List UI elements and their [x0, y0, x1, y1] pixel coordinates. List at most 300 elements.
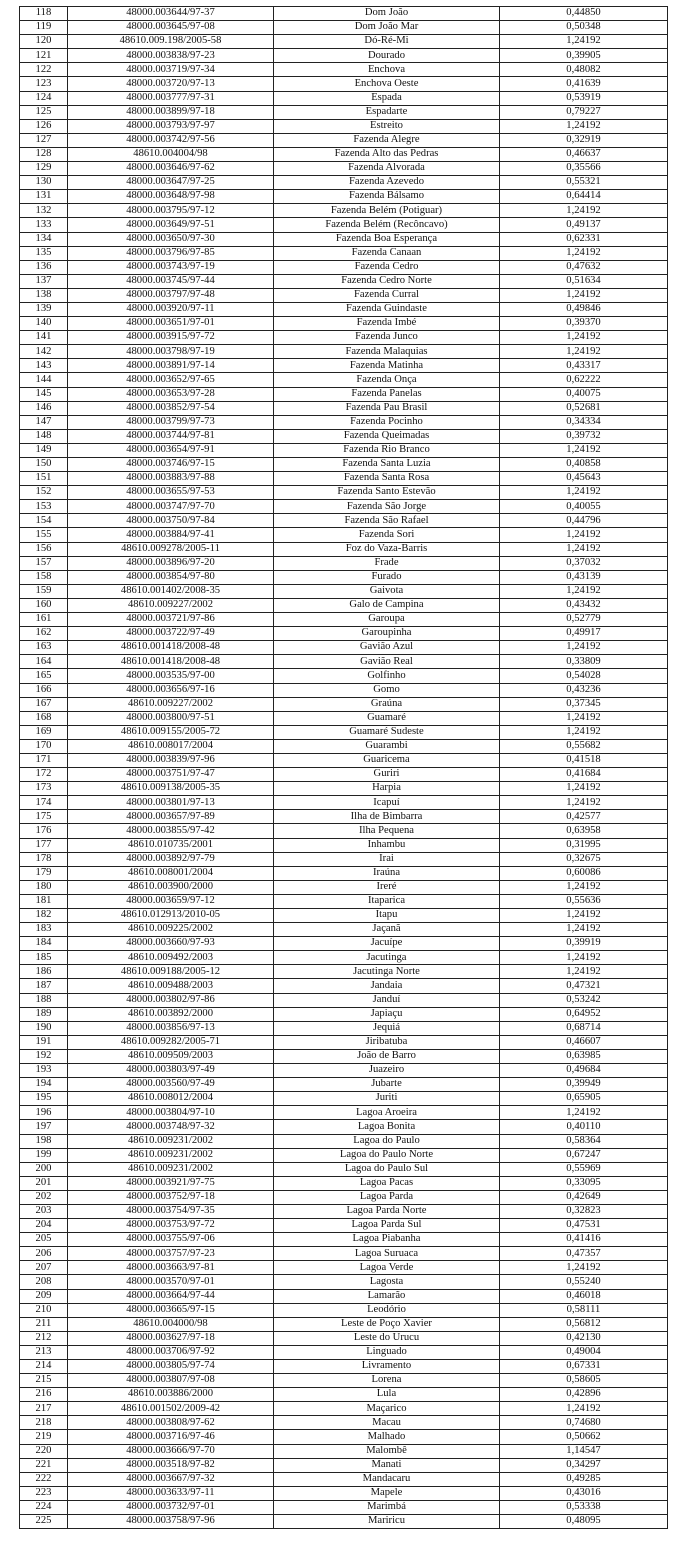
field-name-cell: Fazenda Pau Brasil	[274, 401, 500, 415]
field-name-cell: Ilha Pequena	[274, 824, 500, 838]
row-number-cell: 122	[20, 63, 68, 77]
row-number-cell: 131	[20, 190, 68, 204]
row-number-cell: 165	[20, 669, 68, 683]
value-cell: 0,49846	[500, 302, 668, 316]
process-number-cell: 48000.003920/97-11	[68, 302, 274, 316]
process-number-cell: 48000.003839/97-96	[68, 753, 274, 767]
field-name-cell: Lagoa Pacas	[274, 1176, 500, 1190]
row-number-cell: 161	[20, 613, 68, 627]
table-row	[20, 176, 668, 190]
process-number-cell: 48000.003746/97-15	[68, 458, 274, 472]
value-cell: 1,24192	[500, 119, 668, 133]
process-number-cell: 48000.003706/97-92	[68, 1345, 274, 1359]
field-name-cell: Jacuípe	[274, 937, 500, 951]
table-row	[20, 345, 668, 359]
process-number-cell: 48610.001418/2008-48	[68, 655, 274, 669]
value-cell: 0,67247	[500, 1148, 668, 1162]
table-row	[20, 1444, 668, 1458]
field-name-cell: Irai	[274, 852, 500, 866]
process-number-cell: 48610.001402/2008-35	[68, 584, 274, 598]
value-cell: 0,47357	[500, 1247, 668, 1261]
table-row	[20, 246, 668, 260]
row-number-cell: 162	[20, 627, 68, 641]
table-row	[20, 697, 668, 711]
table-row	[20, 542, 668, 556]
process-number-cell: 48000.003797/97-48	[68, 288, 274, 302]
process-number-cell: 48000.003884/97-41	[68, 528, 274, 542]
table-row	[20, 1416, 668, 1430]
table-row	[20, 796, 668, 810]
process-number-cell: 48610.009225/2002	[68, 923, 274, 937]
table-row	[20, 1317, 668, 1331]
field-name-cell: Itapu	[274, 909, 500, 923]
value-cell: 0,55636	[500, 894, 668, 908]
row-number-cell: 171	[20, 753, 68, 767]
process-number-cell: 48000.003855/97-42	[68, 824, 274, 838]
process-number-cell: 48000.003896/97-20	[68, 556, 274, 570]
value-cell: 0,33095	[500, 1176, 668, 1190]
table-row	[20, 1190, 668, 1204]
process-number-cell: 48610.003892/2000	[68, 1007, 274, 1021]
field-name-cell: Fazenda Malaquias	[274, 345, 500, 359]
value-cell: 0,41416	[500, 1233, 668, 1247]
field-name-cell: Marimbá	[274, 1500, 500, 1514]
table-row	[20, 993, 668, 1007]
table-row	[20, 302, 668, 316]
row-number-cell: 222	[20, 1472, 68, 1486]
value-cell: 0,58111	[500, 1303, 668, 1317]
value-cell: 0,53338	[500, 1500, 668, 1514]
table-row	[20, 1106, 668, 1120]
field-name-cell: Lagosta	[274, 1275, 500, 1289]
process-number-cell: 48610.001418/2008-48	[68, 641, 274, 655]
value-cell: 0,34334	[500, 415, 668, 429]
row-number-cell: 191	[20, 1035, 68, 1049]
table-row	[20, 429, 668, 443]
field-name-cell: Fazenda São Jorge	[274, 500, 500, 514]
table-row	[20, 387, 668, 401]
field-name-cell: Guriri	[274, 768, 500, 782]
value-cell: 1,24192	[500, 951, 668, 965]
process-number-cell: 48000.003570/97-01	[68, 1275, 274, 1289]
table-row	[20, 204, 668, 218]
field-name-cell: Lagoa do Paulo	[274, 1134, 500, 1148]
process-number-cell: 48610.003900/2000	[68, 880, 274, 894]
row-number-cell: 145	[20, 387, 68, 401]
process-number-cell: 48610.008017/2004	[68, 739, 274, 753]
table-row	[20, 923, 668, 937]
process-number-cell: 48000.003856/97-13	[68, 1021, 274, 1035]
table-row	[20, 1064, 668, 1078]
row-number-cell: 127	[20, 133, 68, 147]
table-row	[20, 458, 668, 472]
field-name-cell: Fazenda Canaan	[274, 246, 500, 260]
row-number-cell: 220	[20, 1444, 68, 1458]
table-row	[20, 1402, 668, 1416]
row-number-cell: 135	[20, 246, 68, 260]
field-name-cell: Enchova	[274, 63, 500, 77]
row-number-cell: 133	[20, 218, 68, 232]
row-number-cell: 156	[20, 542, 68, 556]
table-row	[20, 1388, 668, 1402]
row-number-cell: 195	[20, 1092, 68, 1106]
row-number-cell: 159	[20, 584, 68, 598]
value-cell: 0,37032	[500, 556, 668, 570]
value-cell: 1,24192	[500, 331, 668, 345]
field-name-cell: Lula	[274, 1388, 500, 1402]
table-row	[20, 401, 668, 415]
row-number-cell: 172	[20, 768, 68, 782]
row-number-cell: 210	[20, 1303, 68, 1317]
row-number-cell: 177	[20, 838, 68, 852]
process-number-cell: 48000.003892/97-79	[68, 852, 274, 866]
table-row	[20, 1233, 668, 1247]
process-number-cell: 48610.010735/2001	[68, 838, 274, 852]
value-cell: 0,49137	[500, 218, 668, 232]
field-name-cell: Harpia	[274, 782, 500, 796]
row-number-cell: 183	[20, 923, 68, 937]
value-cell: 0,55969	[500, 1162, 668, 1176]
value-cell: 0,52779	[500, 613, 668, 627]
value-cell: 1,24192	[500, 35, 668, 49]
process-number-cell: 48000.003560/97-49	[68, 1078, 274, 1092]
value-cell: 0,50348	[500, 21, 668, 35]
value-cell: 0,31995	[500, 838, 668, 852]
table-row	[20, 1275, 668, 1289]
value-cell: 1,24192	[500, 486, 668, 500]
field-name-cell: João de Barro	[274, 1049, 500, 1063]
field-name-cell: Jaçanã	[274, 923, 500, 937]
field-name-cell: Garoupa	[274, 613, 500, 627]
table-row	[20, 824, 668, 838]
row-number-cell: 130	[20, 176, 68, 190]
process-number-cell: 48000.003747/97-70	[68, 500, 274, 514]
process-number-cell: 48000.003883/97-88	[68, 472, 274, 486]
field-name-cell: Janduí	[274, 993, 500, 1007]
value-cell: 1,24192	[500, 584, 668, 598]
field-name-cell: Lagoa Suruaca	[274, 1247, 500, 1261]
value-cell: 0,40075	[500, 387, 668, 401]
row-number-cell: 132	[20, 204, 68, 218]
process-number-cell: 48000.003649/97-51	[68, 218, 274, 232]
value-cell: 0,54028	[500, 669, 668, 683]
table-row	[20, 725, 668, 739]
field-name-cell: Jiribatuba	[274, 1035, 500, 1049]
field-name-cell: Fazenda Alto das Pedras	[274, 147, 500, 161]
field-name-cell: Garoupinha	[274, 627, 500, 641]
field-name-cell: Fazenda Panelas	[274, 387, 500, 401]
value-cell: 0,47531	[500, 1219, 668, 1233]
field-name-cell: Graúna	[274, 697, 500, 711]
process-number-cell: 48000.003800/97-51	[68, 711, 274, 725]
row-number-cell: 212	[20, 1331, 68, 1345]
process-number-cell: 48000.003667/97-32	[68, 1472, 274, 1486]
table-row	[20, 866, 668, 880]
value-cell: 0,47632	[500, 260, 668, 274]
field-name-cell: Malhado	[274, 1430, 500, 1444]
process-number-cell: 48000.003653/97-28	[68, 387, 274, 401]
value-cell: 0,42896	[500, 1388, 668, 1402]
value-cell: 1,24192	[500, 204, 668, 218]
process-number-cell: 48000.003664/97-44	[68, 1289, 274, 1303]
table-row	[20, 21, 668, 35]
table-row	[20, 768, 668, 782]
row-number-cell: 169	[20, 725, 68, 739]
value-cell: 1,24192	[500, 246, 668, 260]
value-cell: 0,62222	[500, 373, 668, 387]
value-cell: 0,65905	[500, 1092, 668, 1106]
row-number-cell: 221	[20, 1458, 68, 1472]
value-cell: 0,43317	[500, 359, 668, 373]
value-cell: 0,47321	[500, 979, 668, 993]
table-row	[20, 91, 668, 105]
table-row	[20, 556, 668, 570]
table-row	[20, 1374, 668, 1388]
table-row	[20, 162, 668, 176]
value-cell: 0,43139	[500, 570, 668, 584]
field-name-cell: Fazenda Imbé	[274, 317, 500, 331]
table-row	[20, 1303, 668, 1317]
value-cell: 0,58364	[500, 1134, 668, 1148]
table-row	[20, 1500, 668, 1514]
table-row	[20, 147, 668, 161]
value-cell: 1,24192	[500, 711, 668, 725]
process-number-cell: 48000.003645/97-08	[68, 21, 274, 35]
table-row	[20, 683, 668, 697]
row-number-cell: 158	[20, 570, 68, 584]
table-row	[20, 1345, 668, 1359]
field-name-cell: Fazenda Junco	[274, 331, 500, 345]
process-number-cell: 48000.003633/97-11	[68, 1486, 274, 1500]
process-number-cell: 48610.009227/2002	[68, 697, 274, 711]
field-name-cell: Dó-Ré-Mi	[274, 35, 500, 49]
value-cell: 0,79227	[500, 105, 668, 119]
field-name-cell: Macau	[274, 1416, 500, 1430]
process-number-cell: 48000.003795/97-12	[68, 204, 274, 218]
process-number-cell: 48000.003751/97-47	[68, 768, 274, 782]
row-number-cell: 163	[20, 641, 68, 655]
field-name-cell: Lagoa do Paulo Norte	[274, 1148, 500, 1162]
value-cell: 0,67331	[500, 1360, 668, 1374]
process-number-cell: 48000.003732/97-01	[68, 1500, 274, 1514]
row-number-cell: 184	[20, 937, 68, 951]
value-cell: 0,42577	[500, 810, 668, 824]
process-number-cell: 48000.003757/97-23	[68, 1247, 274, 1261]
field-name-cell: Gavião Real	[274, 655, 500, 669]
process-number-cell: 48000.003854/97-80	[68, 570, 274, 584]
row-number-cell: 208	[20, 1275, 68, 1289]
value-cell: 0,55240	[500, 1275, 668, 1289]
process-number-cell: 48610.009488/2003	[68, 979, 274, 993]
field-name-cell: Galo de Campina	[274, 598, 500, 612]
process-number-cell: 48610.004004/98	[68, 147, 274, 161]
process-number-cell: 48000.003659/97-12	[68, 894, 274, 908]
row-number-cell: 152	[20, 486, 68, 500]
value-cell: 0,39905	[500, 49, 668, 63]
field-name-cell: Inhambu	[274, 838, 500, 852]
process-number-cell: 48000.003744/97-81	[68, 429, 274, 443]
value-cell: 1,24192	[500, 528, 668, 542]
process-number-cell: 48610.009492/2003	[68, 951, 274, 965]
row-number-cell: 187	[20, 979, 68, 993]
field-name-cell: Leste de Poço Xavier	[274, 1317, 500, 1331]
row-number-cell: 176	[20, 824, 68, 838]
process-number-cell: 48000.003518/97-82	[68, 1458, 274, 1472]
field-name-cell: Espada	[274, 91, 500, 105]
process-number-cell: 48610.012913/2010-05	[68, 909, 274, 923]
fields-table-body	[20, 7, 668, 1529]
row-number-cell: 200	[20, 1162, 68, 1176]
table-row	[20, 190, 668, 204]
table-row	[20, 119, 668, 133]
process-number-cell: 48610.009138/2005-35	[68, 782, 274, 796]
process-number-cell: 48000.003798/97-19	[68, 345, 274, 359]
row-number-cell: 119	[20, 21, 68, 35]
value-cell: 1,24192	[500, 288, 668, 302]
field-name-cell: Manati	[274, 1458, 500, 1472]
process-number-cell: 48000.003666/97-70	[68, 1444, 274, 1458]
field-name-cell: Jubarte	[274, 1078, 500, 1092]
process-number-cell: 48000.003793/97-97	[68, 119, 274, 133]
value-cell: 0,51634	[500, 274, 668, 288]
process-number-cell: 48000.003891/97-14	[68, 359, 274, 373]
row-number-cell: 216	[20, 1388, 68, 1402]
table-row	[20, 711, 668, 725]
field-name-cell: Gomo	[274, 683, 500, 697]
table-row	[20, 1007, 668, 1021]
field-name-cell: Fazenda Rio Branco	[274, 443, 500, 457]
field-name-cell: Fazenda Belém (Potiguar)	[274, 204, 500, 218]
field-name-cell: Ireré	[274, 880, 500, 894]
value-cell: 0,46637	[500, 147, 668, 161]
table-row	[20, 669, 668, 683]
value-cell: 1,24192	[500, 345, 668, 359]
field-name-cell: Lagoa Aroeira	[274, 1106, 500, 1120]
value-cell: 0,46018	[500, 1289, 668, 1303]
value-cell: 0,32919	[500, 133, 668, 147]
value-cell: 0,42649	[500, 1190, 668, 1204]
value-cell: 0,32675	[500, 852, 668, 866]
value-cell: 0,37345	[500, 697, 668, 711]
table-row	[20, 35, 668, 49]
process-number-cell: 48000.003753/97-72	[68, 1219, 274, 1233]
table-row	[20, 880, 668, 894]
row-number-cell: 207	[20, 1261, 68, 1275]
field-name-cell: Juriti	[274, 1092, 500, 1106]
value-cell: 0,41639	[500, 77, 668, 91]
process-number-cell: 48000.003755/97-06	[68, 1233, 274, 1247]
value-cell: 0,56812	[500, 1317, 668, 1331]
table-row	[20, 359, 668, 373]
row-number-cell: 196	[20, 1106, 68, 1120]
value-cell: 0,49004	[500, 1345, 668, 1359]
table-row	[20, 1134, 668, 1148]
process-number-cell: 48000.003808/97-62	[68, 1416, 274, 1430]
value-cell: 0,39370	[500, 317, 668, 331]
table-row	[20, 1176, 668, 1190]
row-number-cell: 179	[20, 866, 68, 880]
row-number-cell: 126	[20, 119, 68, 133]
value-cell: 0,35566	[500, 162, 668, 176]
value-cell: 0,33809	[500, 655, 668, 669]
row-number-cell: 198	[20, 1134, 68, 1148]
row-number-cell: 209	[20, 1289, 68, 1303]
process-number-cell: 48000.003754/97-35	[68, 1204, 274, 1218]
process-number-cell: 48000.003648/97-98	[68, 190, 274, 204]
table-row	[20, 514, 668, 528]
process-number-cell: 48000.003646/97-62	[68, 162, 274, 176]
table-row	[20, 852, 668, 866]
row-number-cell: 143	[20, 359, 68, 373]
process-number-cell: 48610.003886/2000	[68, 1388, 274, 1402]
value-cell: 1,24192	[500, 1261, 668, 1275]
field-name-cell: Fazenda Curral	[274, 288, 500, 302]
field-name-cell: Foz do Vaza-Barris	[274, 542, 500, 556]
field-name-cell: Lagoa Bonita	[274, 1120, 500, 1134]
field-name-cell: Enchova Oeste	[274, 77, 500, 91]
value-cell: 0,60086	[500, 866, 668, 880]
process-number-cell: 48000.003665/97-15	[68, 1303, 274, 1317]
table-row	[20, 63, 668, 77]
row-number-cell: 134	[20, 232, 68, 246]
value-cell: 0,46607	[500, 1035, 668, 1049]
row-number-cell: 219	[20, 1430, 68, 1444]
row-number-cell: 123	[20, 77, 68, 91]
value-cell: 1,24192	[500, 542, 668, 556]
row-number-cell: 118	[20, 7, 68, 21]
row-number-cell: 166	[20, 683, 68, 697]
row-number-cell: 197	[20, 1120, 68, 1134]
value-cell: 0,39949	[500, 1078, 668, 1092]
table-row	[20, 1472, 668, 1486]
row-number-cell: 181	[20, 894, 68, 908]
value-cell: 1,24192	[500, 641, 668, 655]
value-cell: 1,24192	[500, 909, 668, 923]
process-number-cell: 48000.003627/97-18	[68, 1331, 274, 1345]
row-number-cell: 214	[20, 1360, 68, 1374]
process-number-cell: 48610.009231/2002	[68, 1134, 274, 1148]
field-name-cell: Itaparica	[274, 894, 500, 908]
value-cell: 0,39919	[500, 937, 668, 951]
value-cell: 0,44850	[500, 7, 668, 21]
row-number-cell: 146	[20, 401, 68, 415]
process-number-cell: 48610.009155/2005-72	[68, 725, 274, 739]
table-row	[20, 951, 668, 965]
row-number-cell: 151	[20, 472, 68, 486]
process-number-cell: 48610.004000/98	[68, 1317, 274, 1331]
field-name-cell: Fazenda Matinha	[274, 359, 500, 373]
row-number-cell: 201	[20, 1176, 68, 1190]
process-number-cell: 48610.009282/2005-71	[68, 1035, 274, 1049]
process-number-cell: 48610.008012/2004	[68, 1092, 274, 1106]
row-number-cell: 141	[20, 331, 68, 345]
process-number-cell: 48610.001502/2009-42	[68, 1402, 274, 1416]
table-row	[20, 232, 668, 246]
table-row	[20, 133, 668, 147]
table-row	[20, 1360, 668, 1374]
process-number-cell: 48000.003750/97-84	[68, 514, 274, 528]
process-number-cell: 48000.003651/97-01	[68, 317, 274, 331]
field-name-cell: Juazeiro	[274, 1064, 500, 1078]
row-number-cell: 186	[20, 965, 68, 979]
value-cell: 0,62331	[500, 232, 668, 246]
table-row	[20, 838, 668, 852]
value-cell: 0,44796	[500, 514, 668, 528]
table-row	[20, 1458, 668, 1472]
row-number-cell: 125	[20, 105, 68, 119]
row-number-cell: 188	[20, 993, 68, 1007]
process-number-cell: 48000.003758/97-96	[68, 1515, 274, 1529]
